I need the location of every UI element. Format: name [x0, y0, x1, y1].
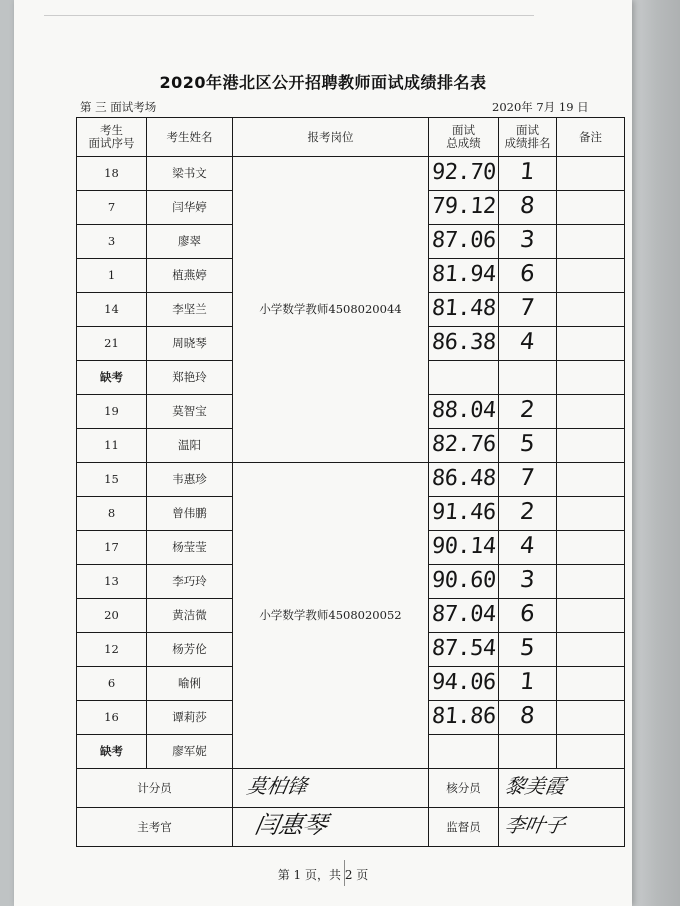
handwritten-score: 81.94 [430, 261, 497, 287]
paper-sheet [14, 0, 632, 906]
cell-rank [499, 599, 557, 633]
handwritten-rank: 5 [519, 430, 536, 457]
handwritten-rank: 7 [519, 294, 536, 321]
cell-note [557, 225, 625, 259]
cell-name: 杨芳伦 [147, 633, 233, 667]
handwritten-rank: 2 [519, 498, 536, 525]
cell-score [429, 361, 499, 395]
cell-rank [499, 395, 557, 429]
cell-seq: 11 [77, 429, 147, 463]
handwritten-score: 81.86 [430, 703, 497, 729]
cell-note [557, 463, 625, 497]
handwritten-score: 87.54 [430, 635, 497, 661]
cell-score [429, 293, 499, 327]
cell-rank [499, 497, 557, 531]
handwritten-score: 79.12 [430, 193, 497, 219]
cell-name: 黄洁微 [147, 599, 233, 633]
cell-name: 李坚兰 [147, 293, 233, 327]
cell-score [429, 531, 499, 565]
cell-post: 小学数学教师4508020052 [233, 463, 429, 769]
header-post: 报考岗位 [233, 118, 429, 157]
handwritten-rank: 1 [519, 158, 536, 185]
handwritten-score: 90.14 [430, 533, 497, 559]
top-rule-mark [44, 15, 534, 16]
cell-score [429, 565, 499, 599]
header-seq: 考生 面试序号 [77, 118, 147, 157]
handwritten-score: 81.48 [430, 295, 497, 321]
page-footer: 第 1 页，共 2 页 [277, 868, 369, 882]
verifier-signature: 黎美霞 [499, 769, 625, 808]
cell-score [429, 191, 499, 225]
handwritten-rank: 2 [519, 396, 536, 423]
cell-name: 周晓琴 [147, 327, 233, 361]
handwritten-score: 86.48 [430, 465, 497, 491]
cell-name: 闫华婷 [147, 191, 233, 225]
cell-seq: 17 [77, 531, 147, 565]
handwritten-score: 86.38 [430, 329, 497, 355]
score-ranking-table [76, 117, 625, 847]
cell-score [429, 633, 499, 667]
handwritten-rank: 4 [519, 328, 536, 355]
cell-score [429, 395, 499, 429]
cell-rank [499, 701, 557, 735]
handwritten-score: 88.04 [430, 397, 497, 423]
cell-seq: 13 [77, 565, 147, 599]
cell-score [429, 497, 499, 531]
cell-rank [499, 735, 557, 769]
cell-seq: 15 [77, 463, 147, 497]
cell-rank [499, 463, 557, 497]
chief-signature: 闫惠琴 [233, 808, 429, 847]
cell-note [557, 701, 625, 735]
cell-rank [499, 633, 557, 667]
handwritten-rank: 3 [519, 566, 536, 593]
cell-note [557, 497, 625, 531]
table-header-row [77, 118, 625, 157]
cell-name: 曾伟鹏 [147, 497, 233, 531]
cell-note [557, 157, 625, 191]
cell-seq: 21 [77, 327, 147, 361]
exam-date: 2020年 7月 19 日 [492, 100, 589, 114]
scorer-label: 计分员 [77, 769, 233, 808]
handwritten-rank: 6 [519, 260, 536, 287]
cell-seq: 3 [77, 225, 147, 259]
cell-seq: 7 [77, 191, 147, 225]
handwritten-rank: 7 [519, 464, 536, 491]
handwritten-score: 90.60 [430, 567, 497, 593]
scorer-signature: 莫柏锋 [233, 769, 429, 808]
cell-seq: 缺考 [77, 361, 147, 395]
handwritten-score: 92.70 [430, 159, 497, 185]
cell-note [557, 259, 625, 293]
cell-seq: 19 [77, 395, 147, 429]
cell-rank [499, 327, 557, 361]
header-name: 考生姓名 [147, 118, 233, 157]
handwritten-score: 82.76 [430, 431, 497, 457]
handwritten-rank: 1 [519, 668, 536, 695]
cell-name: 温阳 [147, 429, 233, 463]
cell-seq: 18 [77, 157, 147, 191]
cell-score [429, 701, 499, 735]
exam-room-label: 第 三 面试考场 [80, 100, 157, 114]
cell-name: 梁书文 [147, 157, 233, 191]
cell-name: 韦惠珍 [147, 463, 233, 497]
verifier-label: 核分员 [429, 769, 499, 808]
cell-score [429, 599, 499, 633]
document-title: 2020年港北区公开招聘教师面试成绩排名表 [159, 73, 487, 92]
handwritten-rank: 5 [519, 634, 536, 661]
cell-name: 植燕婷 [147, 259, 233, 293]
cell-note [557, 429, 625, 463]
handwritten-score: 87.06 [430, 227, 497, 253]
chief-label: 主考官 [77, 808, 233, 847]
cell-note [557, 599, 625, 633]
cell-rank [499, 259, 557, 293]
cell-rank [499, 565, 557, 599]
cell-note [557, 395, 625, 429]
cell-rank [499, 667, 557, 701]
cell-rank [499, 157, 557, 191]
handwritten-score: 91.46 [430, 499, 497, 525]
cell-seq: 缺考 [77, 735, 147, 769]
header-rank: 面试 成绩排名 [499, 118, 557, 157]
cell-seq: 12 [77, 633, 147, 667]
cell-post: 小学数学教师4508020044 [233, 157, 429, 463]
cell-seq: 1 [77, 259, 147, 293]
cell-seq: 6 [77, 667, 147, 701]
cell-seq: 14 [77, 293, 147, 327]
handwritten-rank: 3 [519, 226, 536, 253]
cell-score [429, 735, 499, 769]
cell-score [429, 463, 499, 497]
cell-seq: 16 [77, 701, 147, 735]
handwritten-score: 87.04 [430, 601, 497, 627]
cell-name: 郑艳玲 [147, 361, 233, 395]
table-row [77, 157, 625, 191]
header-score: 面试 总成绩 [429, 118, 499, 157]
handwritten-rank: 4 [519, 532, 536, 559]
cell-name: 廖翠 [147, 225, 233, 259]
handwritten-score: 94.06 [430, 669, 497, 695]
cell-rank [499, 531, 557, 565]
cell-note [557, 531, 625, 565]
cell-note [557, 667, 625, 701]
cell-score [429, 667, 499, 701]
cell-score [429, 157, 499, 191]
handwritten-rank: 6 [519, 600, 536, 627]
cell-score [429, 327, 499, 361]
cell-note [557, 327, 625, 361]
cell-seq: 8 [77, 497, 147, 531]
cell-rank [499, 191, 557, 225]
cell-seq: 20 [77, 599, 147, 633]
table-row [77, 463, 625, 497]
cell-note [557, 565, 625, 599]
cell-rank [499, 429, 557, 463]
cell-rank [499, 225, 557, 259]
cell-name: 杨莹莹 [147, 531, 233, 565]
signature-row-1 [77, 769, 625, 808]
cell-rank [499, 293, 557, 327]
cell-name: 喻俐 [147, 667, 233, 701]
cell-rank [499, 361, 557, 395]
cell-name: 李巧玲 [147, 565, 233, 599]
cell-score [429, 225, 499, 259]
supervisor-signature: 李叶子 [499, 808, 625, 847]
supervisor-label: 监督员 [429, 808, 499, 847]
cell-score [429, 259, 499, 293]
handwritten-rank: 8 [519, 192, 536, 219]
cell-score [429, 429, 499, 463]
cell-note [557, 191, 625, 225]
cell-note [557, 293, 625, 327]
header-note: 备注 [557, 118, 625, 157]
cell-name: 谭莉莎 [147, 701, 233, 735]
cell-note [557, 633, 625, 667]
cell-name: 廖军妮 [147, 735, 233, 769]
handwritten-rank: 8 [519, 702, 536, 729]
signature-row-2 [77, 808, 625, 847]
cell-note [557, 735, 625, 769]
cell-note [557, 361, 625, 395]
cell-name: 莫智宝 [147, 395, 233, 429]
